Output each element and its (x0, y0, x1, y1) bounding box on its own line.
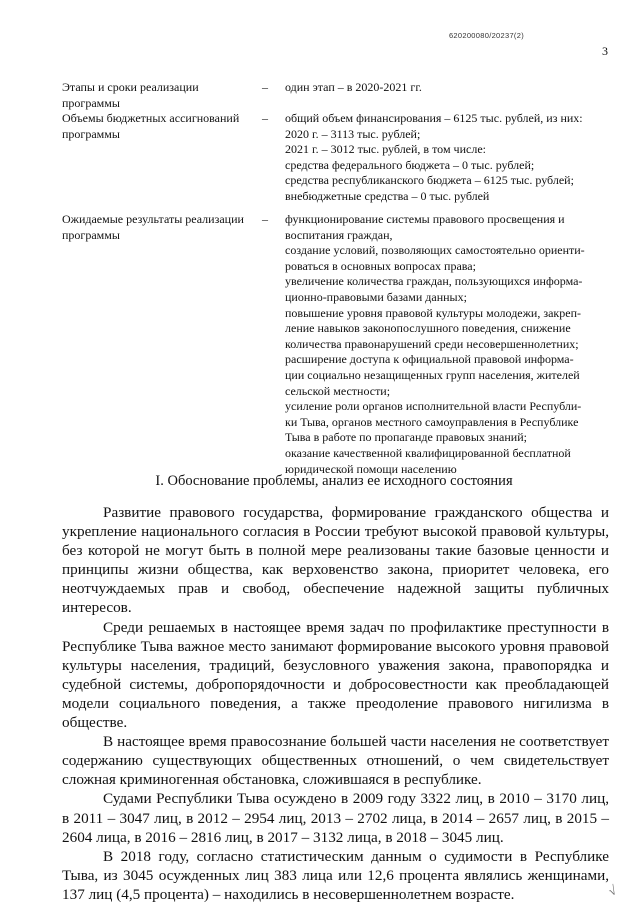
passport-value-line: функционирование системы правового просвещения и (285, 212, 565, 226)
passport-row-results (62, 212, 610, 477)
body-paragraph: Среди решаемых в настоящее время задач по профилактике преступности в Республике Тыва важное место занимают формирование высокого уровня правовой культуры населения, традиций, безусловного уважения закона, правопорядка и судебной системы, добропорядочности и добросовестности как преобладающей модели социального поведения, а также преодоление правового нигилизма в обществе. (62, 618, 609, 732)
passport-value-line: расширение доступа к официальной правовой информа- (285, 352, 574, 367)
body-paragraph: Развитие правового государства, формирование гражданского общества и укрепление национального согласия в России требуют высокой правовой культуры, без которой не могут быть в полной мере реализованы такие базовые ценности и принципы жизни общества, как верховенство закона, приоритет человека, его неотчуждаемых прав и свобод, обеспечение надежной защиты публичных интересов. (62, 504, 609, 617)
passport-dash: – (262, 80, 268, 94)
program-passport-table (62, 80, 610, 477)
passport-value-line: юридической помощи населению (285, 461, 457, 476)
passport-value-budget (285, 111, 610, 205)
passport-value-line: количества правонарушений среди несовершеннолетних; (285, 336, 579, 351)
passport-value-line: 2020 г. – 3113 тыс. рублей; (285, 126, 421, 141)
passport-dash: – (262, 212, 268, 226)
passport-value-line: ление навыков законопослушного поведения, снижение (285, 321, 571, 336)
passport-value-stages (285, 80, 610, 96)
passport-value-line: ционно-правовыми базами данных; (285, 289, 467, 304)
passport-value-line: усиление роли органов исполнительной власти Республи- (285, 399, 582, 414)
page-number: 3 (602, 44, 608, 58)
body-paragraph: Судами Республики Тыва осуждено в 2009 году 3322 лиц, в 2010 – 3170 лиц, в 2011 – 3047 лиц, в 2012 – 2954 лиц, 2013 – 2702 лица, в 2014 – 2657 лиц, в 2015 – 2604 лица, в 2016 – 2816 лиц, в 2017 – 3132 лица, в 2018 – 3045 лиц. (62, 790, 609, 846)
document-body (62, 503, 609, 904)
passport-value-line: общий объем финансирования – 6125 тыс. рублей, из них: (285, 111, 583, 125)
passport-value-line: внебюджетные средства – 0 тыс. рублей (285, 188, 490, 203)
passport-value-line: средства республиканского бюджета – 6125 тыс. рублей; (285, 173, 574, 188)
passport-value-line: один этап – в 2020-2021 гг. (285, 80, 422, 94)
handwritten-check-mark: √ (605, 882, 619, 899)
passport-value-line: ции социально незащищенных групп населения, жителей (285, 367, 580, 382)
passport-dash: – (262, 111, 268, 125)
passport-value-line: ки Тыва, органов местного самоуправления в Республике (285, 414, 579, 429)
passport-label-results: Ожидаемые результаты реализации программы (62, 212, 244, 242)
passport-value-results (285, 212, 610, 477)
passport-value-line: повышение уровня правовой культуры молодежи, закреп- (285, 305, 581, 320)
body-paragraph: В настоящее время правосознание большей части населения не соответствует содержанию существующих общественных отношений, о чем свидетельствует сложная криминогенная обстановка, сложившаяся в республике. (62, 733, 609, 789)
passport-value-line: 2021 г. – 3012 тыс. рублей, в том числе: (285, 142, 486, 157)
passport-value-line: сельской местности; (285, 383, 391, 398)
body-paragraph: В 2018 году, согласно статистическим данным о судимости в Республике Тыва, из 3045 осужденных лиц 383 лица или 12,6 процента являлись женщинами, 137 лиц (4,5 процента) – находились в несовершеннолетнем возрасте. (62, 847, 609, 903)
passport-row-budget (62, 111, 610, 212)
section-heading: I. Обоснование проблемы, анализ ее исходного состояния (155, 473, 513, 489)
passport-row-stages (62, 80, 610, 111)
passport-value-line: воспитания граждан, (285, 227, 393, 242)
passport-label-stages: Этапы и сроки реализации программы (62, 80, 199, 110)
passport-value-line: оказание качественной квалифицированной бесплатной (285, 445, 571, 460)
passport-value-line: средства федерального бюджета – 0 тыс. рублей; (285, 157, 535, 172)
document-id: 620200080/20237(2) (448, 31, 524, 40)
passport-value-line: роваться в основных вопросах права; (285, 258, 476, 273)
passport-value-line: создание условий, позволяющих самостоятельно ориенти- (285, 243, 585, 258)
passport-value-line: Тыва в работе по пропаганде правовых знаний; (285, 430, 527, 445)
passport-value-line: увеличение количества граждан, пользующихся информа- (285, 274, 583, 289)
passport-label-budget: Объемы бюджетных ассигнований программы (62, 111, 240, 141)
